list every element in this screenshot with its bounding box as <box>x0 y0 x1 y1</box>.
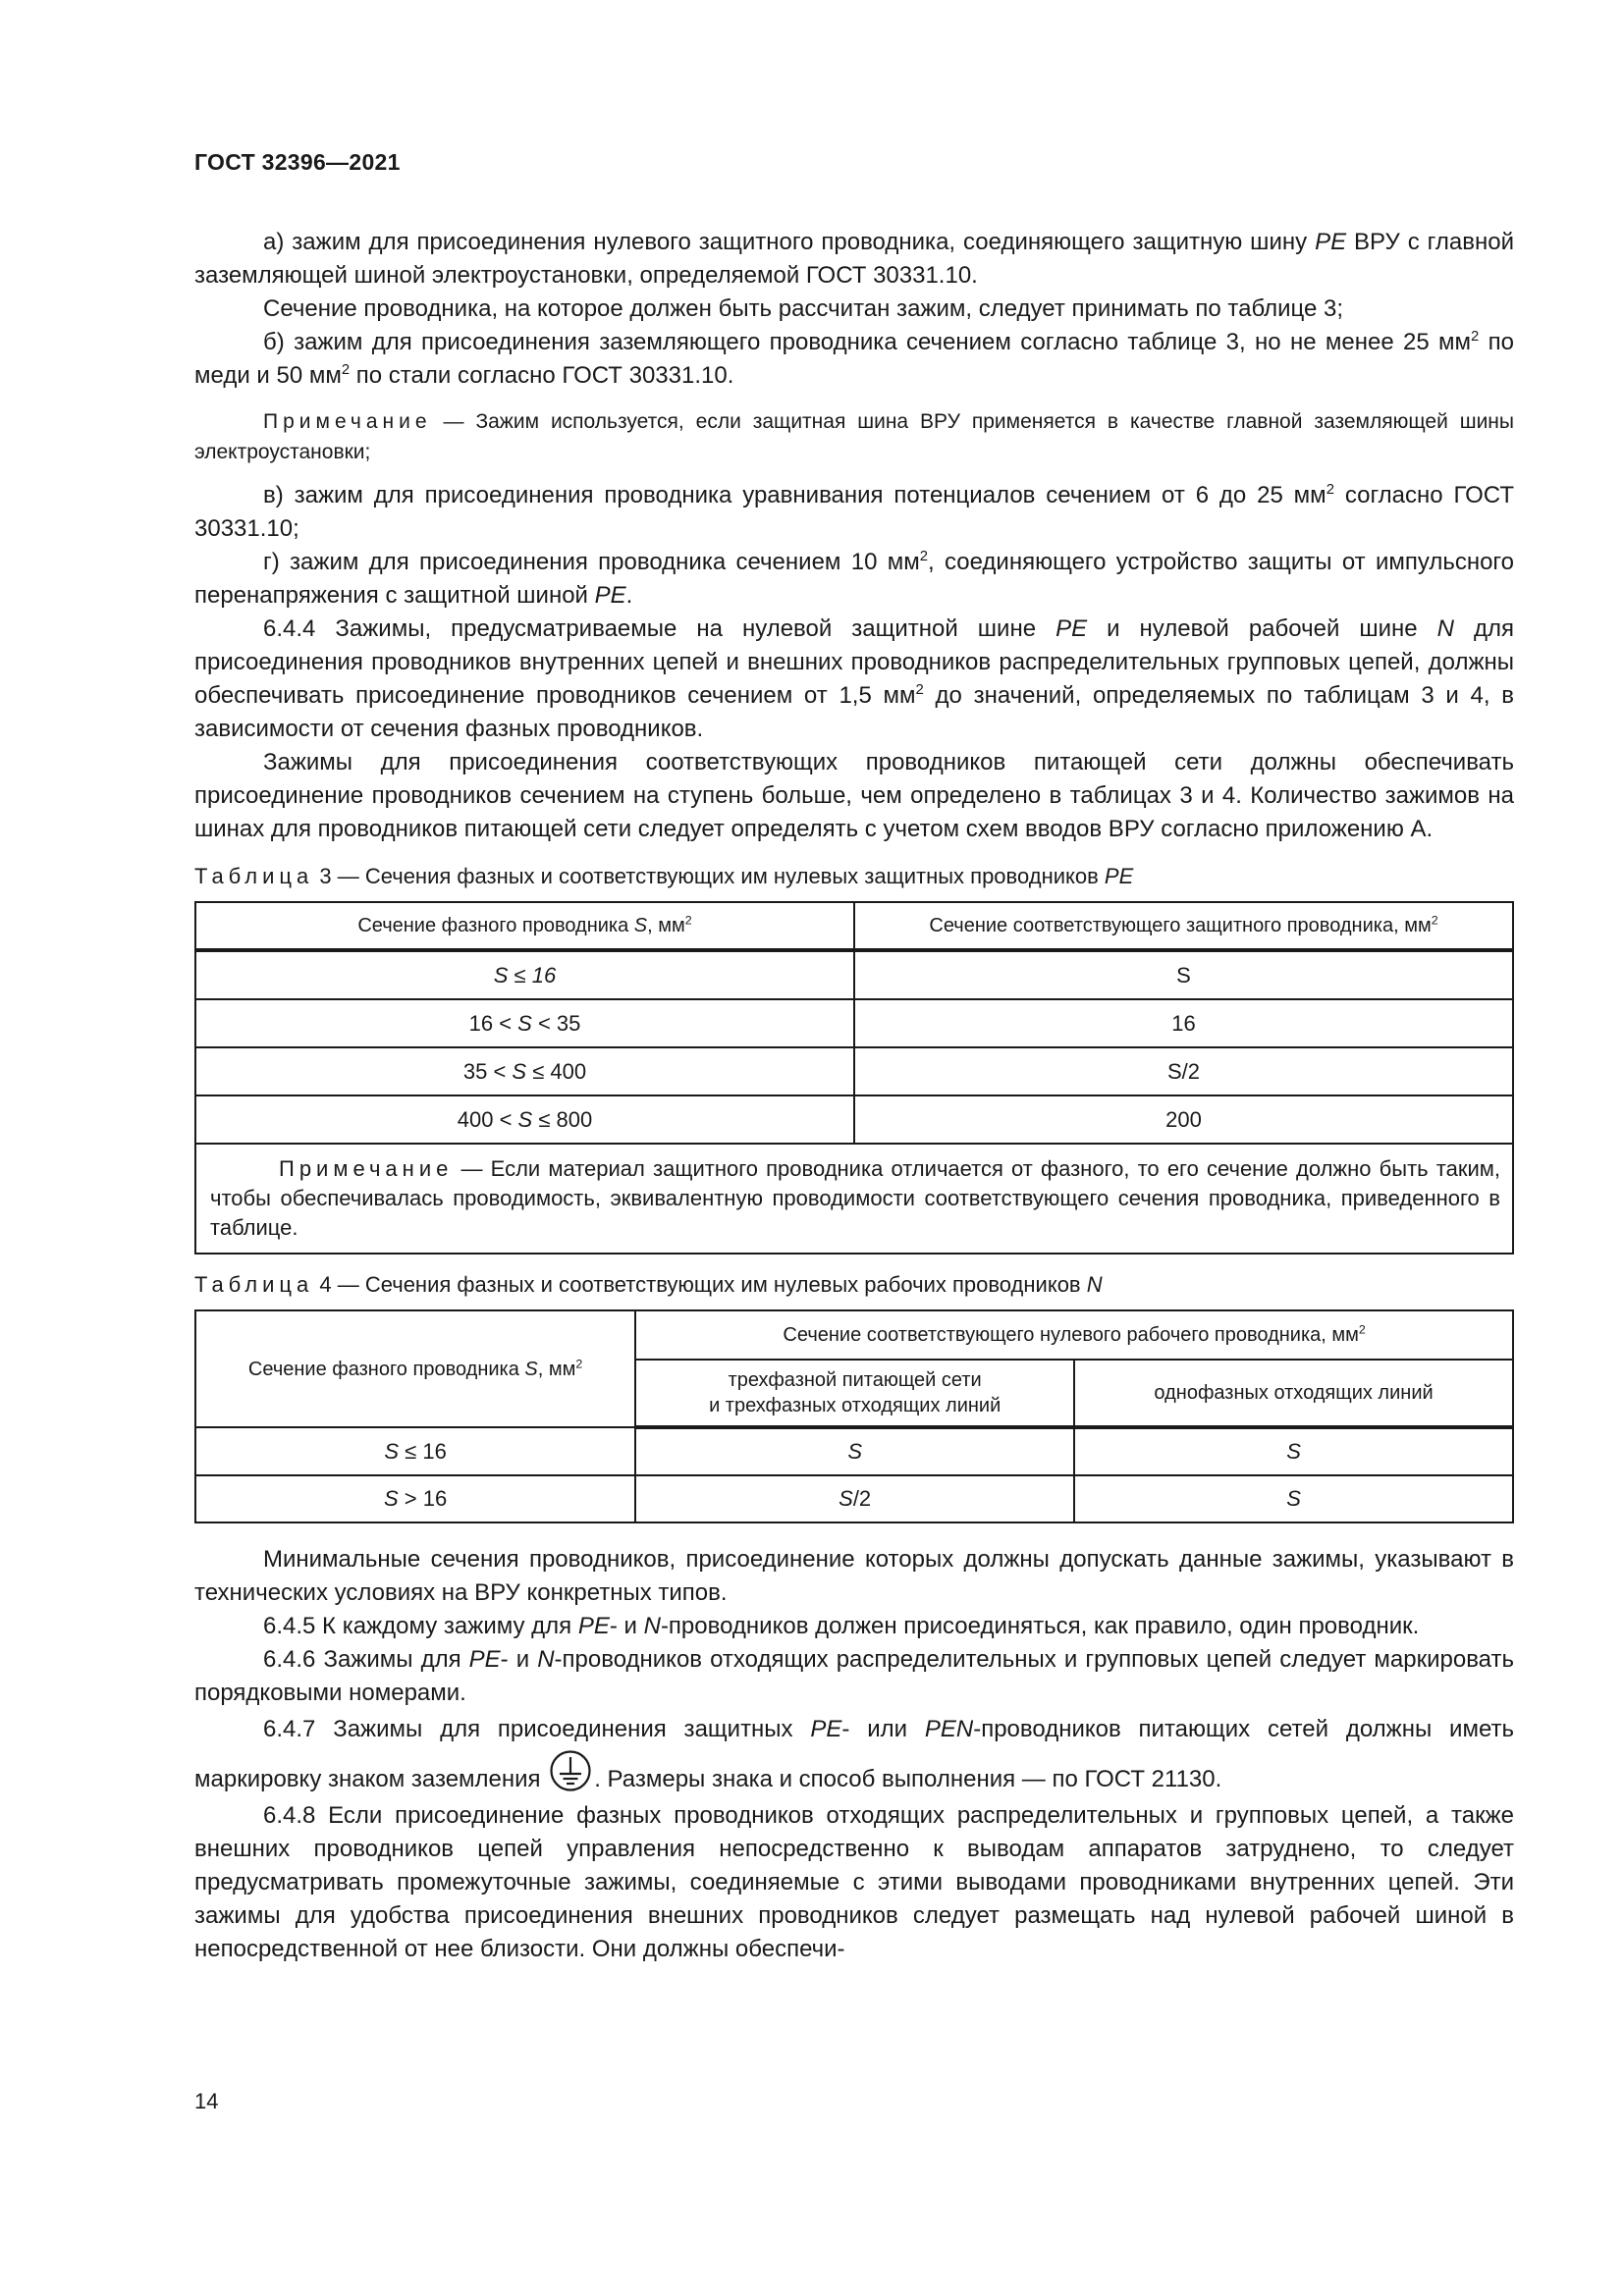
ground-symbol-icon <box>549 1749 592 1792</box>
table-cell: S/2 <box>635 1475 1074 1522</box>
table-cell: S/2 <box>854 1047 1513 1095</box>
table-3-note-row <box>195 1144 1513 1254</box>
table-cell: S <box>1074 1427 1513 1475</box>
table-cell: S ≤ 16 <box>195 950 854 999</box>
table-3-note: Примечание — Если материал защитного проводника отличается от фазного, то его сечение должно быть таким, чтобы обеспечивалась проводимость, эквивалентную проводимости соответствующего сечения проводника, приведенного в таблице. <box>195 1144 1513 1254</box>
paragraph-6-4-7: 6.4.7 Зажимы для присоединения защитных PE- или PEN-проводников питающих сетей должны иметь маркировку знаком заземления . Размеры знака и способ выполнения — по ГОСТ 21130. <box>194 1716 1514 1792</box>
document-header: ГОСТ 32396—2021 <box>194 149 401 175</box>
table-3-header-protective: Сечение соответствующего защитного проводника, $мм^2$ <box>854 902 1513 950</box>
paragraph-6-4-4: 6.4.4 Зажимы, предусматриваемые на нулевой защитной шине PE и нулевой рабочей шине N для присоединения проводников внутренних цепей и внешних проводников распределительных групповых цепей, должны обеспечивать присоединение проводников сечением от 1,5 $мм^2$ до значений, определяемых по таблицам 3 и 4, в зависимости от сечения фазных проводников. <box>194 615 1515 742</box>
table-cell: 200 <box>854 1095 1513 1144</box>
paragraph-6-4-6: 6.4.6 Зажимы для PE- и N-проводников отходящих распределительных и групповых цепей следует маркировать порядковыми номерами. <box>194 1646 1514 1706</box>
page-body <box>194 226 1514 1966</box>
note-1: Примечание — Зажим используется, если защитная шина ВРУ применяется в качестве главной заземляющей шины электроустановки; <box>194 410 1514 463</box>
table-cell: S <box>854 950 1513 999</box>
table-4-caption: Таблица 4 — Сечения фазных и соответствующих им нулевых рабочих проводников N <box>194 1272 1103 1297</box>
table-row <box>195 1047 1513 1095</box>
table-cell: 16 < S < 35 <box>195 999 854 1047</box>
paragraph-g: г) зажим для присоединения проводника сечением 10 $мм^2$, соединяющего устройство защиты от импульсного перенапряжения с защитной шиной PE. <box>194 549 1514 609</box>
table-row <box>195 1427 1513 1475</box>
paragraph-min-sections: Минимальные сечения проводников, присоединение которых должны допускать данные зажимы, указывают в технических условиях на ВРУ конкретных типов. <box>194 1546 1514 1606</box>
table-3-caption: Таблица 3 — Сечения фазных и соответствующих им нулевых защитных проводников PE <box>194 864 1134 888</box>
table-row <box>195 1475 1513 1522</box>
table-cell: S ≤ 16 <box>195 1427 635 1475</box>
table-cell: S <box>635 1427 1074 1475</box>
table-4-header-phase: Сечение фазного проводника S, $мм^2$ <box>195 1310 635 1427</box>
table-4-subheader-three-phase: трехфазной питающей сети и трехфазных отходящих линий <box>635 1360 1074 1427</box>
paragraph-b: б) зажим для присоединения заземляющего проводника сечением согласно таблице 3, но не менее 25 $мм^2$ по меди и 50 $мм^2$ по стали согласно ГОСТ 30331.10. <box>194 329 1515 389</box>
page-number: 14 <box>194 2089 219 2113</box>
table-3 <box>194 901 1514 1255</box>
table-4 <box>194 1309 1514 1523</box>
table-cell: S > 16 <box>195 1475 635 1522</box>
paragraph-supply: Зажимы для присоединения соответствующих проводников питающей сети должны обеспечивать присоединение проводников сечением на ступень больше, чем определено в таблицах 3 и 4. Количество зажимов на шинах для проводников питающей сети следует определять с учетом схем вводов ВРУ согласно приложению А. <box>194 749 1514 842</box>
table-row <box>195 999 1513 1047</box>
table-3-header-phase: Сечение фазного проводника S, $мм^2$ <box>195 902 854 950</box>
paragraph-a-cont: Сечение проводника, на которое должен быть рассчитан зажим, следует принимать по таблице 3; <box>263 295 1344 322</box>
table-cell: 16 <box>854 999 1513 1047</box>
paragraph-6-4-5: 6.4.5 К каждому зажиму для PE- и N-проводников должен присоединяться, как правило, один проводник. <box>263 1613 1420 1639</box>
table-cell: 35 < S ≤ 400 <box>195 1047 854 1095</box>
table-cell: 400 < S ≤ 800 <box>195 1095 854 1144</box>
table-4-header-neutral: Сечение соответствующего нулевого рабочего проводника, $мм^2$ <box>635 1310 1513 1360</box>
table-row <box>195 1095 1513 1144</box>
paragraph-6-4-8: 6.4.8 Если присоединение фазных проводников отходящих распределительных и групповых цепей, а также внешних проводников цепей управления непосредственно к выводам аппаратов затруднено, то следует предусматривать промежуточные зажимы, соединяемые с этими выводами проводниками внутренних цепей. Эти зажимы для удобства присоединения внешних проводников следует размещать над нулевой рабочей шиной в непосредственной от нее близости. Они должны обеспечи- <box>194 1802 1514 1962</box>
table-4-subheader-single-phase: однофазных отходящих линий <box>1074 1360 1513 1427</box>
table-cell: S <box>1074 1475 1513 1522</box>
table-row <box>195 950 1513 999</box>
paragraph-a: а) зажим для присоединения нулевого защитного проводника, соединяющего защитную шину PE ВРУ с главной заземляющей шиной электроустановки, определяемой ГОСТ 30331.10. <box>194 229 1515 289</box>
paragraph-v: в) зажим для присоединения проводника уравнивания потенциалов сечением от 6 до 25 $мм^2$ согласно ГОСТ 30331.10; <box>194 482 1514 542</box>
